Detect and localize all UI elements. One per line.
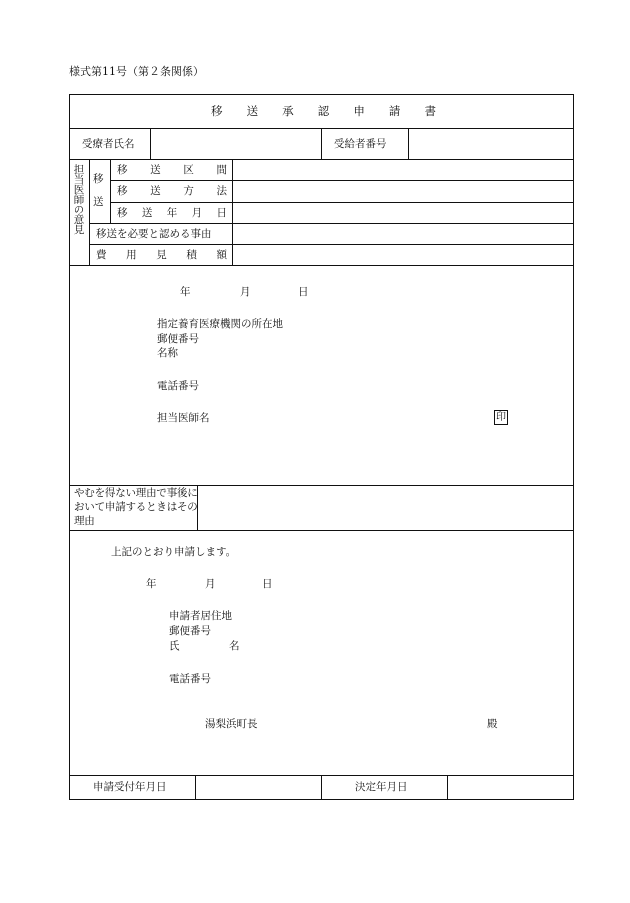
date-char: 月 — [191, 207, 203, 219]
form-number: 様式第11号（第２条関係） — [69, 65, 204, 78]
cost-field[interactable] — [233, 245, 573, 265]
cost-char: 用 — [126, 249, 137, 261]
method-field[interactable] — [233, 181, 573, 202]
applicant-postal-label: 郵便番号 — [169, 625, 211, 637]
seal-mark: 印 — [494, 410, 508, 425]
decision-date-label: 決定年月日 — [355, 781, 408, 793]
receipt-date-label: 申請受付年月日 — [93, 781, 167, 793]
doctor-name-label: 担当医師名 — [157, 412, 210, 424]
divider-name-value — [321, 128, 322, 159]
application-statement: 上記のとおり申請します。 — [111, 546, 237, 558]
institution-address-label: 指定養育医療機関の所在地 — [157, 318, 283, 330]
title-char: 申 — [353, 104, 365, 118]
recipient-name-field[interactable] — [151, 129, 321, 159]
cost-char: 費 — [96, 249, 107, 261]
mayor-address: 湯梨浜町長 — [205, 718, 258, 730]
late-reason-label: やむを得ない理由で事後において申請するときはその理由 — [74, 487, 198, 527]
method-char: 送 — [150, 185, 161, 197]
institution-name-label: 名称 — [157, 347, 178, 359]
section-label — [117, 165, 227, 176]
late-reason-field[interactable] — [198, 486, 573, 530]
institution-phone-label: 電話番号 — [157, 380, 199, 392]
method-char: 移 — [117, 185, 128, 197]
reason-field[interactable] — [233, 224, 573, 244]
divider-transfer — [110, 159, 111, 223]
cost-char: 積 — [186, 249, 197, 261]
divider-opinion — [89, 159, 90, 265]
receipt-date-field[interactable] — [196, 776, 321, 799]
institution-postal-label: 郵便番号 — [157, 333, 199, 345]
applicant-name-label-2: 名 — [229, 640, 240, 652]
date-char: 移 — [117, 207, 128, 219]
applicant-date-day: 日 — [262, 578, 273, 590]
honorific: 殿 — [487, 718, 498, 730]
applicant-name-label-1: 氏 — [169, 640, 180, 652]
outer-top-border — [69, 94, 574, 95]
title-char: 請 — [388, 104, 401, 118]
outer-left-border — [69, 94, 70, 800]
method-char: 法 — [216, 185, 227, 197]
doctor-date-year: 年 — [180, 286, 191, 298]
title-char: 移 — [211, 104, 223, 118]
applicant-date-month: 月 — [205, 578, 216, 590]
recipient-name-label: 受療者氏名 — [82, 138, 135, 150]
rule-below-late-reason — [69, 530, 574, 531]
method-label — [117, 186, 227, 197]
title-char: 書 — [424, 104, 436, 118]
applicant-address-label: 申請者居住地 — [169, 610, 232, 622]
benefit-number-field[interactable] — [409, 129, 573, 159]
section-char: 区 — [183, 164, 194, 176]
applicant-phone-label: 電話番号 — [169, 673, 211, 685]
transfer-label-bottom: 送 — [93, 196, 104, 208]
applicant-date-year: 年 — [146, 578, 157, 590]
benefit-number-label: 受給者番号 — [334, 138, 387, 150]
reason-label: 移送を必要と認める事由 — [96, 228, 212, 240]
date-label — [117, 208, 227, 219]
form-title — [211, 106, 436, 118]
section-char: 送 — [150, 164, 161, 176]
doctor-opinion-label: 担当医師の意見 — [72, 164, 85, 234]
divider-receipt-value — [321, 775, 322, 800]
section-field[interactable] — [233, 160, 573, 180]
date-char: 日 — [216, 207, 227, 219]
date-char: 年 — [166, 207, 178, 219]
date-field[interactable] — [233, 203, 573, 223]
title-char: 認 — [317, 104, 330, 118]
outer-right-border — [573, 94, 574, 800]
cost-char: 額 — [216, 249, 227, 261]
cost-char: 見 — [156, 249, 167, 261]
title-char: 送 — [246, 104, 259, 118]
decision-date-field[interactable] — [448, 776, 573, 799]
doctor-date-day: 日 — [298, 286, 309, 298]
transfer-label-top: 移 — [93, 173, 104, 185]
method-char: 方 — [183, 185, 194, 197]
doctor-date-month: 月 — [240, 286, 251, 298]
cost-label — [96, 250, 227, 261]
section-char: 間 — [216, 164, 227, 176]
rule-below-cost — [69, 265, 574, 266]
date-char: 送 — [141, 207, 153, 219]
section-char: 移 — [117, 164, 128, 176]
title-char: 承 — [282, 104, 294, 118]
